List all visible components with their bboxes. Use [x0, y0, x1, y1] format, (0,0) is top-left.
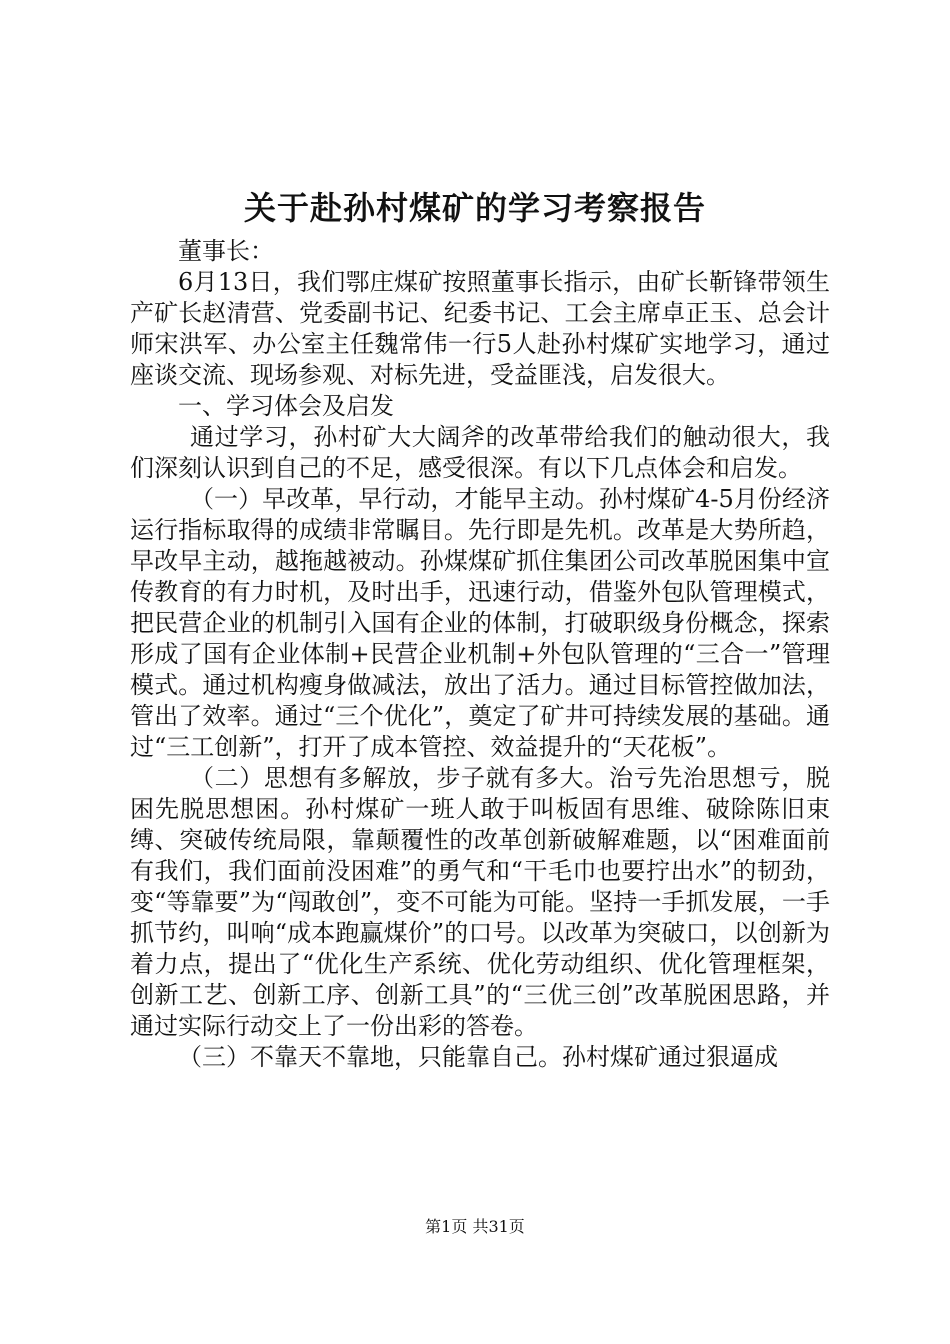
- paragraph-point-3: （三）不靠天不靠地，只能靠自己。孙村煤矿通过狠逼成: [178, 1043, 778, 1071]
- document-title: 关于赴孙村煤矿的学习考察报告: [243, 189, 706, 227]
- section-heading: 一、学习体会及启发: [178, 392, 394, 420]
- salutation: 董事长：: [178, 237, 274, 265]
- paragraph-point-2: （二）思想有多解放，步子就有多大。治亏先治思想亏，脱困先脱思想困。孙村煤矿一班人敢于叫板固有思维、破除陈旧束缚、突破传统局限，靠颠覆性的改革创新破解难题，以“困难面前有我们，我们面前没困难”的勇气和“干毛巾也要拧出水”的韧劲，变“等靠要”为“闯敢创”，变不可能为可能。坚持一手抓发展，一手抓节约，叫响“成本跑赢煤价”的口号。以改革为突破口，以创新为着力点，提出了“优化生产系统、优化劳动组织、优化管理框架，创新工艺、创新工序、创新工具”的“三优三创”改革脱困思路，并通过实际行动交上了一份出彩的答卷。: [130, 764, 830, 1040]
- paragraph-intro: 6月13日，我们鄂庄煤矿按照董事长指示，由矿长靳锋带领生产矿长赵清营、党委副书记、纪委书记、工会主席卓正玉、总会计师宋洪军、办公室主任魏常伟一行5人赴孙村煤矿实地学习，通过座谈交流、现场参观、对标先进，受益匪浅，启发很大。: [130, 268, 830, 389]
- page-number: 第1页 共31页: [425, 1217, 525, 1236]
- document-body: [130, 236, 830, 1073]
- paragraph-point-1: （一）早改革，早行动，才能早主动。孙村煤矿4-5月份经济运行指标取得的成绩非常瞩目。先行即是先机。改革是大势所趋，早改早主动，越拖越被动。孙煤煤矿抓住集团公司改革脱困集中宣传教育的有力时机，及时出手，迅速行动，借鉴外包队管理模式，把民营企业的机制引入国有企业的体制，打破职级身份概念，探索形成了国有企业体制+民营企业机制+外包队管理的“三合一”管理模式。通过机构瘦身做减法，放出了活力。通过目标管控做加法，管出了效率。通过“三个优化”，奠定了矿井可持续发展的基础。通过“三工创新”，打开了成本管控、效益提升的“天花板”。: [130, 485, 830, 761]
- paragraph-summary: 通过学习，孙村矿大大阔斧的改革带给我们的触动很大，我们深刻认识到自己的不足，感受很深。有以下几点体会和启发。: [130, 423, 830, 482]
